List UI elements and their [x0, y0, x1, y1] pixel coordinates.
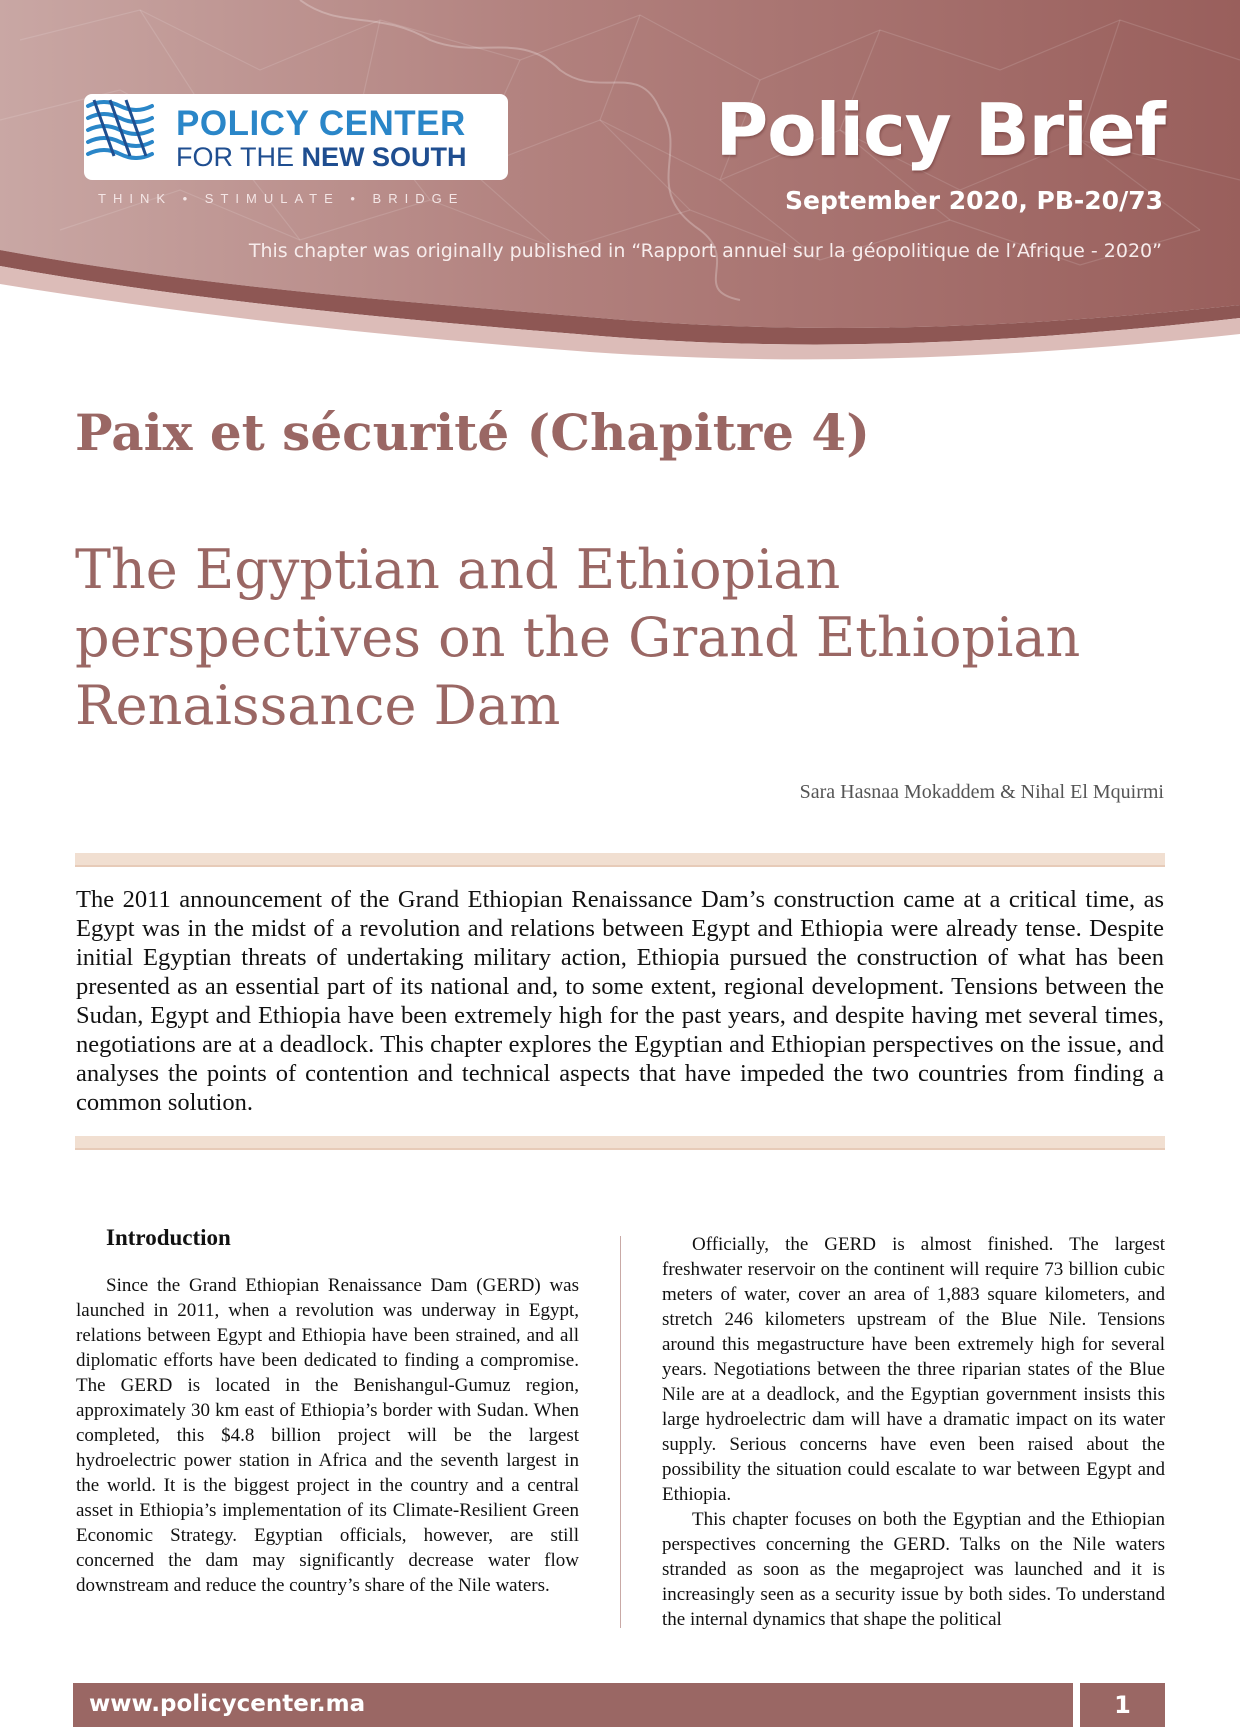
column-divider: [620, 1236, 621, 1628]
logo-name-line1: POLICY CENTER: [176, 104, 466, 143]
body-paragraph: This chapter focuses on both the Egyptian and the Ethiopian perspectives concerning the GERD. Talks on the Nile waters stranded as soon as the megaproject was launched and it is increasingly seen as a security issue by both sides. To understand the internal dynamics that shape the political: [662, 1509, 1165, 1630]
page-title: The Egyptian and Ethiopian perspectives on the Grand Ethiopian Renaissance Dam: [75, 538, 1081, 737]
chapter-title: Paix et sécurité (Chapitre 4): [75, 403, 870, 462]
abstract: The 2011 announcement of the Grand Ethiopian Renaissance Dam’s construction came at a critical time, as Egypt was in the midst of a revolution and relations between Egypt and Ethiopia were already tense. Despite initial Egyptian threats of undertaking military action, Ethiopia pursued the construction of what has been presented as an essential part of its national and, to some extent, regional development. Tensions between the Sudan, Egypt and Ethiopia have been extremely high for the past years, and despite having met several times, negotiations are at a deadlock. This chapter explores the Egyptian and Ethiopian perspectives on the issue, and analyses the points of contention and technical aspects that have impeded the two countries from finding a common solution.: [76, 886, 1164, 1116]
logo-line2-bold: NEW SOUTH: [301, 142, 467, 172]
header-background: [0, 0, 1240, 360]
body-column-left: [76, 1225, 579, 1598]
document-type-title: Policy Brief: [715, 88, 1165, 172]
logo-line2-prefix: FOR THE: [176, 142, 302, 172]
abstract-bottom-rule: [75, 1136, 1165, 1150]
footer-bar: [73, 1683, 1073, 1727]
body-column-right: [662, 1232, 1165, 1632]
logo-name-line2: [176, 142, 467, 173]
page-number-box: [1080, 1683, 1165, 1727]
authors: Sara Hasnaa Mokaddem & Nihal El Mquirmi: [799, 781, 1164, 803]
publication-date-ref: September 2020, PB-20/73: [785, 186, 1163, 215]
publication-note: This chapter was originally published in “Rapport annuel sur la géopolitique de l’Afrique - 2020”: [248, 240, 1162, 262]
logo-mark-icon: [84, 94, 156, 160]
footer-website-link[interactable]: www.policycenter.ma: [89, 1691, 366, 1717]
body-paragraph: Officially, the GERD is almost finished. The largest freshwater reservoir on the continent will require 73 billion cubic meters of water, cover an area of 1,883 square kilometers, and stretch 246 kilometers upstream of the Blue Nile. Tensions around this megastructure have been extremely high for several years. Negotiations between the three riparian states of the Blue Nile are at a deadlock, and the Egyptian government insists this large hydroelectric dam will have a dramatic impact on its water supply. Serious concerns have even been raised about the possibility the situation could escalate to war between Egypt and Ethiopia.: [662, 1234, 1165, 1505]
header-band: [0, 0, 1240, 360]
abstract-top-rule: [75, 853, 1165, 867]
section-heading-introduction: Introduction: [106, 1225, 231, 1250]
logo[interactable]: [84, 94, 508, 180]
body-paragraph: Since the Grand Ethiopian Renaissance Dam (GERD) was launched in 2011, when a revolution was underway in Egypt, relations between Egypt and Ethiopia have been strained, and all diplomatic efforts have been dedicated to finding a compromise. The GERD is located in the Benishangul-Gumuz region, approximately 30 km east of Ethiopia’s border with Sudan. When completed, this $4.8 billion project will be the largest hydroelectric power station in Africa and the seventh largest in the world. It is the biggest project in the country and a central asset in Ethiopia’s implementation of its Climate-Resilient Green Economic Strategy. Egyptian officials, however, are still concerned the dam may significantly decrease water flow downstream and reduce the country’s share of the Nile waters.: [76, 1275, 579, 1596]
logo-tagline: THINK • STIMULATE • BRIDGE: [98, 191, 465, 206]
page-number: 1: [1114, 1691, 1131, 1719]
